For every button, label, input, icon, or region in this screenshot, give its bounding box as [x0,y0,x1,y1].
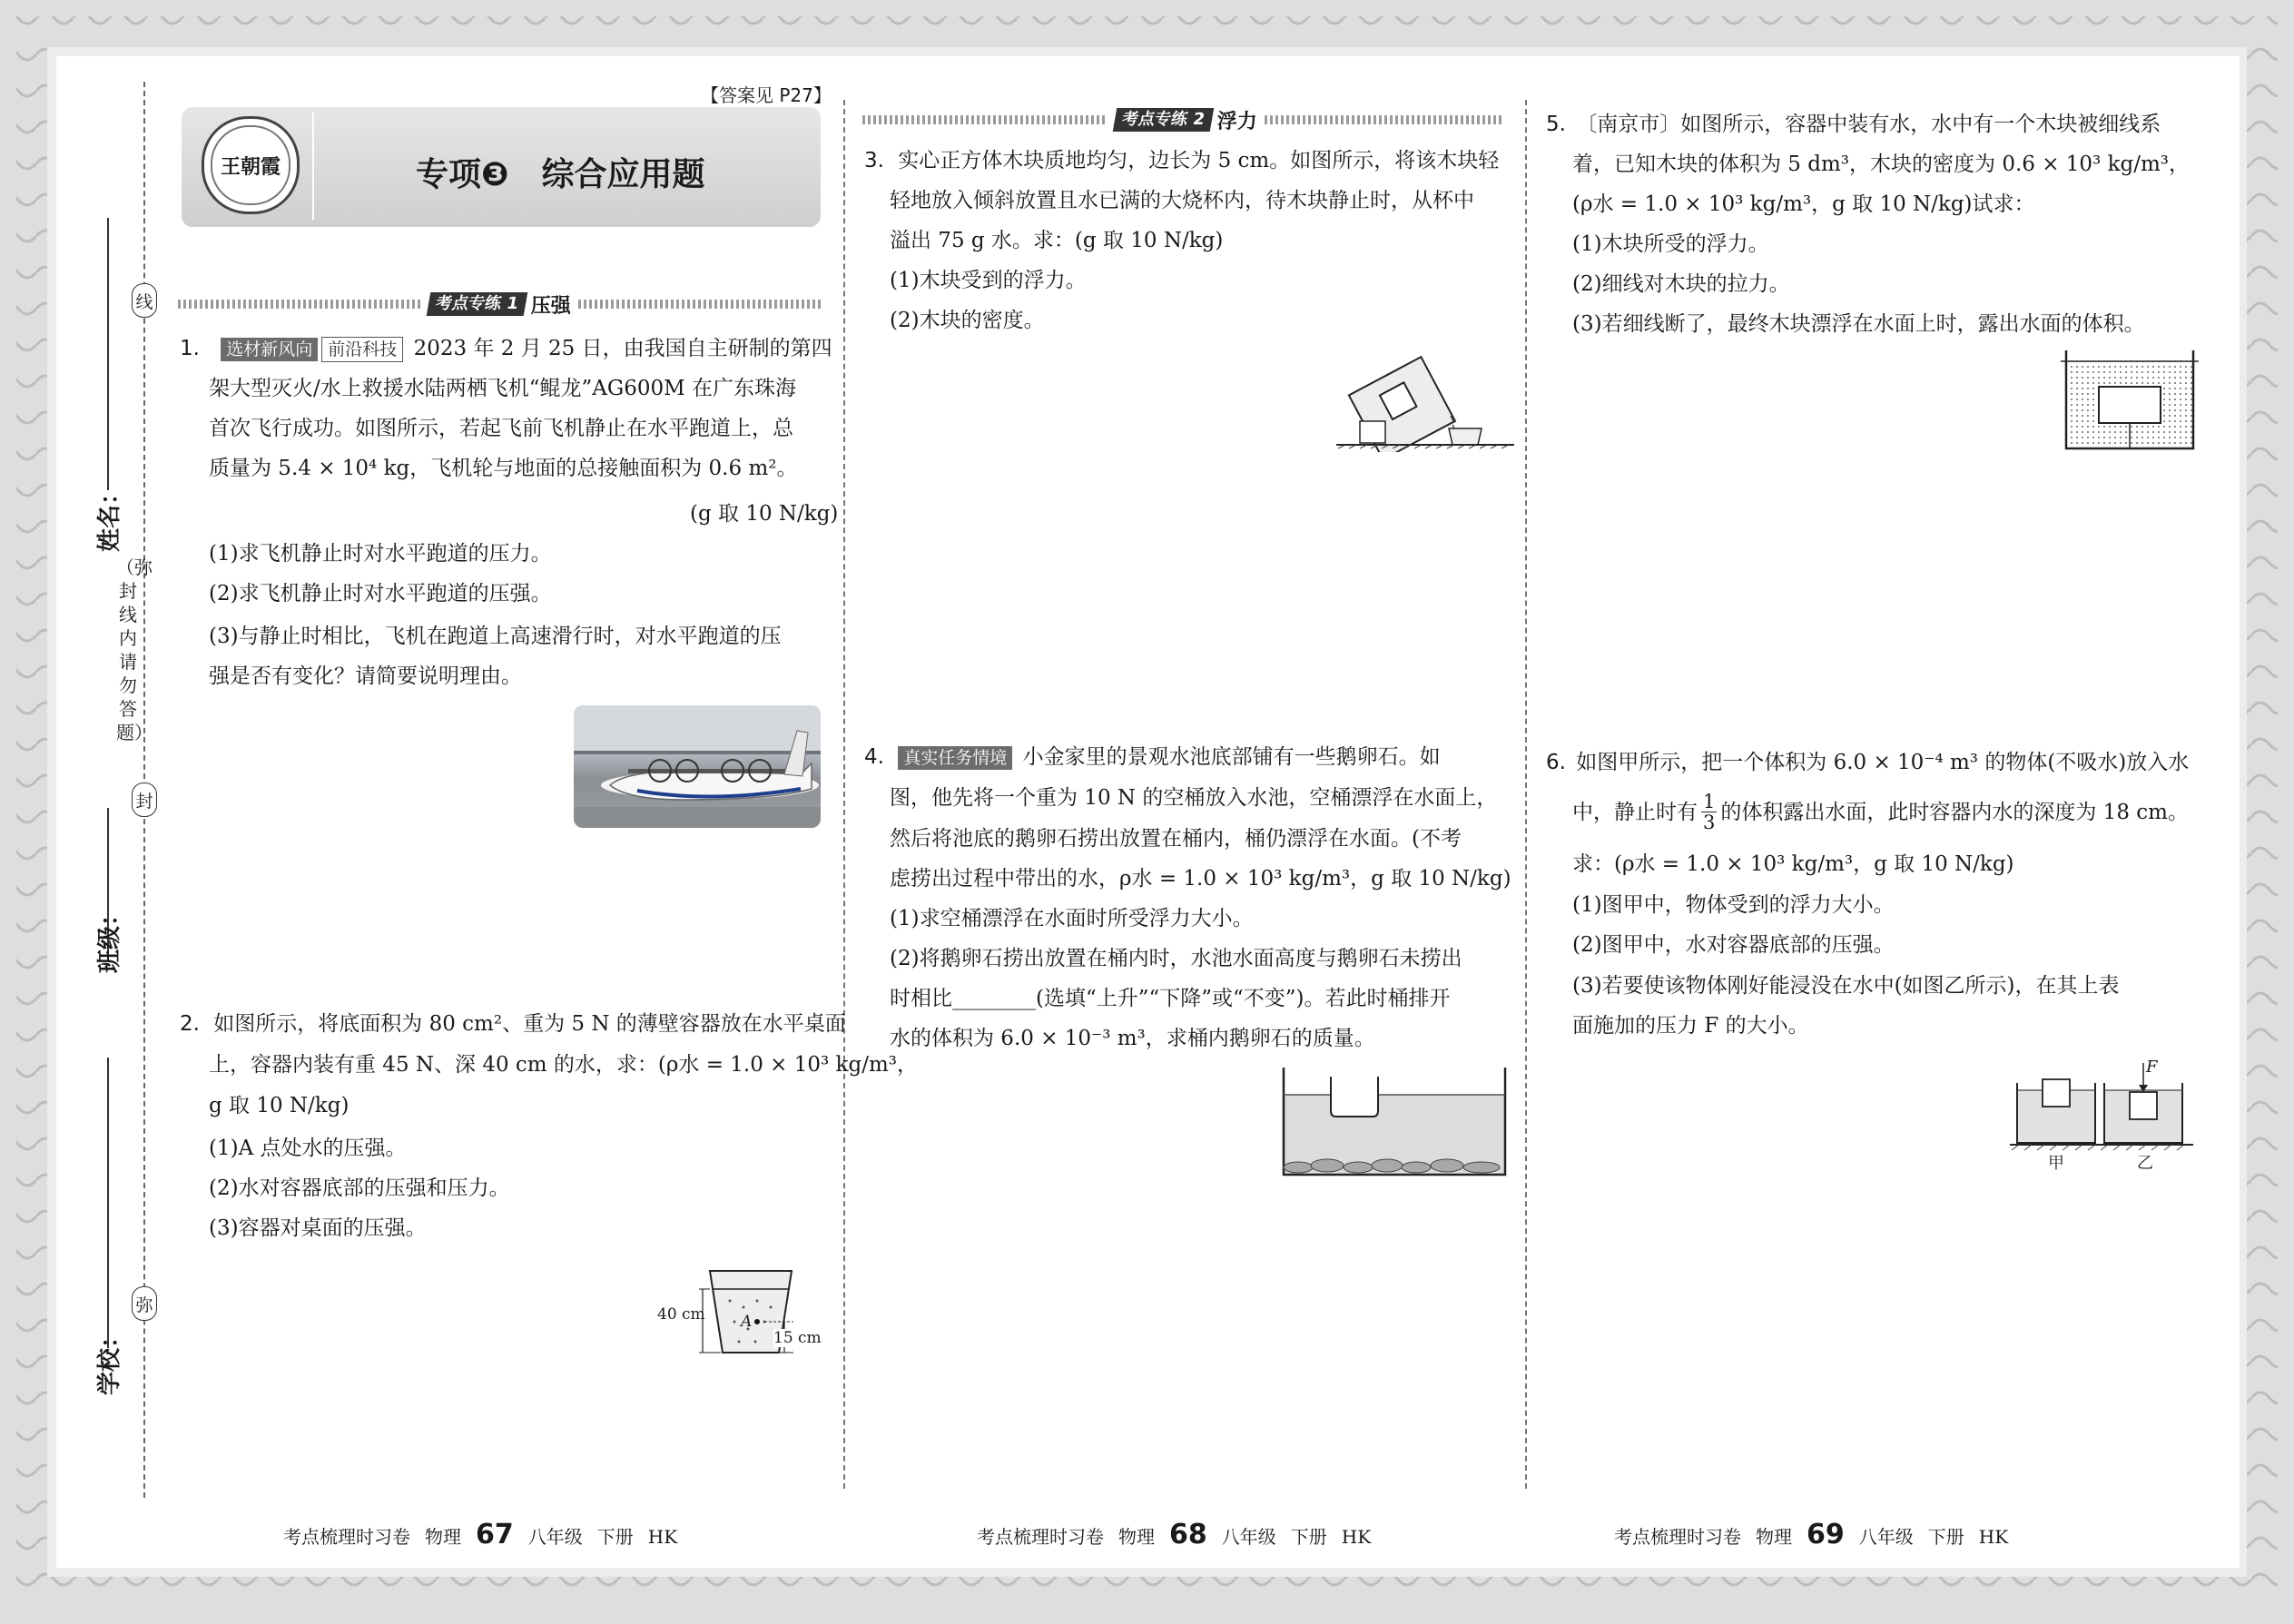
q6-sub-3b: 面施加的压力 F 的大小。 [1572,1014,1809,1038]
q3-text-1: 实心正方体木块质地均匀，边长为 5 cm。如图所示，将该木块轻 [898,149,1500,172]
q5-text-1: 〔南京市〕如图所示，容器中装有水，水中有一个木块被细线系 [1576,113,2161,136]
q2-fig-point-label: A [741,1313,753,1331]
class-label: 班级： [96,901,123,973]
q2-text-1: 如图所示，将底面积为 80 cm²、重为 5 N 的薄壁容器放在水平桌面 [213,1012,846,1036]
footer-edition: HK [1341,1526,1372,1548]
q5-sub-1: (1)木块所受的浮力。 [1572,232,1769,256]
q2-sub-1: (1)A 点处水的压强。 [209,1137,407,1160]
q6-text-3: 求：(ρ水 = 1.0 × 10³ kg/m³，g 取 10 N/kg) [1572,852,2014,876]
q6-frac-numerator: 1 [1703,791,1716,812]
footer-grade: 八年级 [1858,1526,1914,1548]
footer-edition: HK [1978,1526,2009,1548]
answer-reference: 【答案见 P27】 [701,84,832,106]
q1-number: 1. [180,337,200,360]
q1-sub-2: (2)求飞机静止时对水平跑道的压强。 [209,582,552,605]
seaplane-photo [574,705,821,828]
q6-two-container-figure [2006,1058,2197,1172]
footer-volume: 下册 [1290,1526,1327,1548]
seal-char-line: 线 [132,283,157,318]
q5-text-3: (ρ水 = 1.0 × 10³ kg/m³，g 取 10 N/kg)试求： [1572,192,2035,216]
q2-number: 2. [180,1012,200,1036]
seal-char-mi: 弥 [132,1286,157,1321]
q4-number: 4. [864,745,884,769]
q1-text-2: 架大型灭火/水上救援水陆两栖飞机“鲲龙”AG600M 在广东珠海 [209,377,797,400]
footer-edition: HK [647,1526,678,1548]
q2-sub-3: (3)容器对桌面的压强。 [209,1216,427,1240]
school-underline [107,1058,109,1348]
q4-text-4: 虑捞出过程中带出的水，ρ水 = 1.0 × 10³ kg/m³，g 取 10 N/kg) [890,867,1511,891]
footer-page-number: 68 [1169,1519,1207,1550]
q5-number: 5. [1546,113,1566,136]
q6-line-1 [1546,743,2189,782]
q3-number: 3. [864,149,884,172]
q4-pond-figure [1280,1064,1509,1178]
q2-line-1 [180,1004,846,1044]
q6-text-2b: 的体积露出水面，此时容器内水的深度为 18 cm。 [1720,800,2189,824]
q2-text-2: 上，容器内装有重 45 N、深 40 cm 的水，求：(ρ水 = 1.0 × 10³ kg/m³， [209,1053,919,1077]
q1-tag-new-material: 选材新风向 [221,338,318,361]
q4-text-2: 图，他先将一个重为 10 N 的空桶放入水池，空桶漂浮在水面上， [890,786,1498,810]
q3-text-2: 轻地放入倾斜放置且水已满的大烧杯内，待木块静止时，从杯中 [890,189,1474,212]
page-title: 专项❸ 综合应用题 [416,156,705,193]
footer-page-67 [283,1519,677,1550]
q2-sub-2: (2)水对容器底部的压强和压力。 [209,1176,510,1200]
logo-text: 王朝霞 [220,154,281,179]
q1-text-1: 2023 年 2 月 25 日，由我国自主研制的第四 [413,337,832,360]
q1-line-1 [180,329,832,369]
q4-sub-2b: 时相比________(选填“上升”“下降”或“不变”)。若此时桶排开 [890,987,1451,1010]
q5-tethered-block-figure [2059,349,2200,450]
footer-series: 考点梳理时习卷 [1614,1526,1741,1548]
section-1-title: 压强 [530,294,571,318]
q4-line-1 [864,737,1441,777]
footer-page-number: 67 [476,1519,514,1550]
q6-number: 6. [1546,751,1566,774]
section-1-header [178,289,822,320]
column-divider-2 [1525,100,1527,1489]
section-2-title: 浮力 [1216,110,1257,133]
q3-sub-2: (2)木块的密度。 [890,309,1045,332]
q1-text-3: 首次飞行成功。如图所示，若起飞前飞机静止在水平跑道上，总 [209,417,793,440]
footer-grade: 八年级 [1221,1526,1276,1548]
section-2-chip: 考点专练 2 [1113,108,1214,132]
column-divider-1 [843,100,845,1489]
footer-subject: 物理 [1118,1526,1155,1548]
footer-subject: 物理 [425,1526,461,1548]
q5-sub-2: (2)细线对木块的拉力。 [1572,272,1790,296]
q4-sub-1: (1)求空桶漂浮在水面时所受浮力大小。 [890,907,1254,930]
q1-text-4: 质量为 5.4 × 10⁴ kg，飞机轮与地面的总接触面积为 0.6 m²。 [209,457,798,480]
q1-tag-frontier: 前沿科技 [321,337,403,362]
q2-container-figure [657,1251,830,1378]
q6-frac-denominator: 3 [1703,812,1716,833]
footer-volume: 下册 [1927,1526,1964,1548]
q6-line-2 [1572,792,2189,832]
publisher-logo [202,116,300,214]
school-label: 学校： [96,1324,123,1395]
q3-sub-1: (1)木块受到的浮力。 [890,269,1087,292]
footer-volume: 下册 [596,1526,634,1548]
q1-g-note: (g 取 10 N/kg) [690,502,839,526]
q2-fig-height-label: 15 cm [773,1329,822,1347]
q4-text-1: 小金家里的景观水池底部铺有一些鹅卵石。如 [1022,745,1441,769]
q5-line-1 [1546,104,2161,144]
q1-sub-3b: 强是否有变化？请简要说明理由。 [209,664,522,688]
q4-text-3: 然后将池底的鹅卵石捞出放置在桶内，桶仍漂浮在水面。(不考 [890,827,1462,851]
section-1-chip: 考点专练 1 [427,292,527,316]
name-underline [107,218,109,490]
q6-fig-label-b: 乙 [2137,1154,2153,1173]
q6-text-2a: 中，静止时有 [1572,800,1698,824]
q6-fig-label-a: 甲 [2048,1154,2064,1173]
q1-sub-3a: (3)与静止时相比，飞机在跑道上高速滑行时，对水平跑道的压 [209,625,782,648]
q5-sub-3: (3)若细线断了，最终木块漂浮在水面上时，露出水面的体积。 [1572,312,2145,336]
q6-fig-force-label: F [2146,1058,2158,1077]
footer-page-69 [1614,1519,2008,1550]
q6-text-1: 如图甲所示，把一个体积为 6.0 × 10⁻⁴ m³ 的物体(不吸水)放入水 [1576,751,2190,774]
footer-grade: 八年级 [527,1526,583,1548]
q3-tilted-beaker-figure [1334,345,1516,452]
q6-sub-2: (2)图甲中，水对容器底部的压强。 [1572,933,1895,957]
section-2-header [862,104,1502,135]
footer-series: 考点梳理时习卷 [283,1526,410,1548]
footer-series: 考点梳理时习卷 [977,1526,1104,1548]
q6-sub-3a: (3)若要使该物体刚好能浸没在水中(如图乙所示)，在其上表 [1572,974,2120,998]
footer-subject: 物理 [1756,1526,1792,1548]
seal-note: （弥封线内请勿答题） [116,556,153,743]
banner-separator [312,113,314,220]
q3-line-1 [864,141,1499,181]
footer-page-number: 69 [1807,1519,1845,1550]
q4-sub-2a: (2)将鹅卵石捞出放置在桶内时，水池水面高度与鹅卵石未捞出 [890,947,1462,970]
name-label: 姓名： [96,480,123,552]
q3-text-3: 溢出 75 g 水。求：(g 取 10 N/kg) [890,229,1224,252]
q6-fraction [1701,792,1717,832]
q5-text-2: 着，已知木块的体积为 5 dm³，木块的密度为 0.6 × 10³ kg/m³， [1572,153,2191,176]
seal-char-seal: 封 [132,782,157,817]
q4-sub-2c: 水的体积为 6.0 × 10⁻³ m³，求桶内鹅卵石的质量。 [890,1027,1375,1050]
q2-text-3: g 取 10 N/kg) [209,1094,350,1117]
q4-tag-real-task: 真实任务情境 [898,746,1012,770]
q1-sub-1: (1)求飞机静止时对水平跑道的压力。 [209,542,552,566]
q2-fig-depth-label: 40 cm [657,1305,705,1324]
q6-sub-1: (1)图甲中，物体受到的浮力大小。 [1572,893,1895,917]
footer-page-68 [977,1519,1371,1550]
